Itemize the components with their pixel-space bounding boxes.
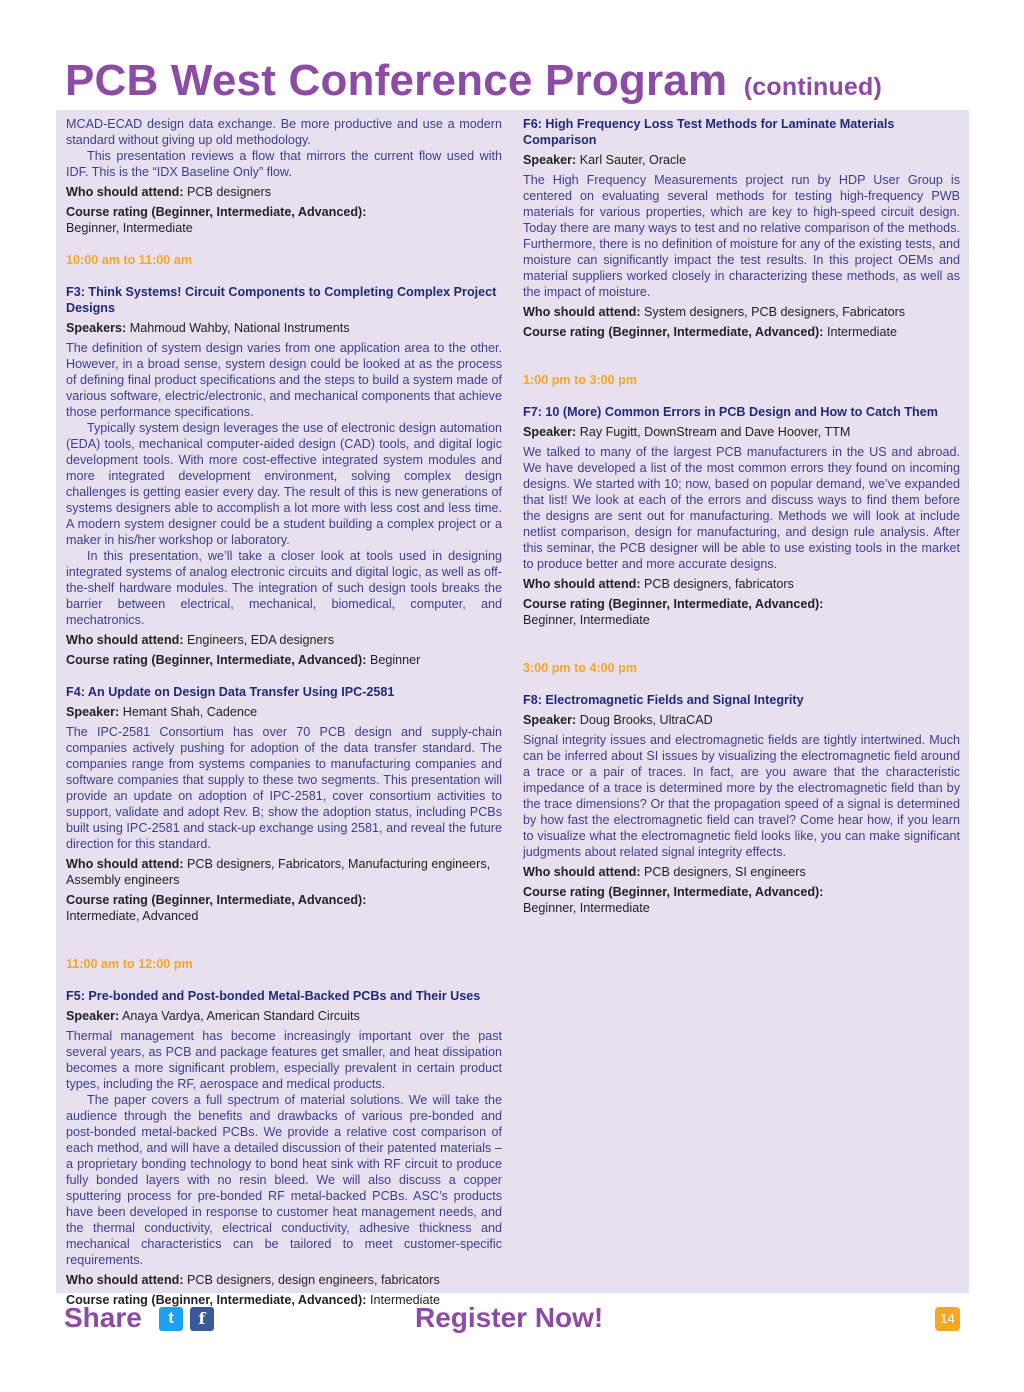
time-slot: 10:00 am to 11:00 am: [66, 253, 193, 267]
right-column: [523, 116, 960, 916]
session-description: Signal integrity issues and electromagnetic fields are tightly intertwined. Much can be inferred about SI issues by visualizing the electromagnetic field around a trace or a pair of traces. In fact, are you aware that the characteristic impedance of a trace is determined more by the electromagnetic field than by the trace dimensions? Or that the propagation speed of a signal is determined by how fast the electromagnetic field can travel? Come hear how, if you learn to visualize what the electromagnetic field looks like, you can make significant judgments about related signal integrity effects.: [523, 733, 960, 859]
session-title-f6: F6: High Frequency Loss Test Methods for Laminate Materials Comparison: [523, 117, 895, 147]
rating-line: Course rating (Beginner, Intermediate, Advanced): Intermediate, Advanced: [66, 893, 367, 923]
speaker-line: Speaker: Ray Fugitt, DownStream and Dave Hoover, TTM: [523, 425, 851, 439]
speaker-line: Speaker: Hemant Shah, Cadence: [66, 705, 258, 719]
intro-paragraph: This presentation reviews a flow that mirrors the current flow used with IDF. This is the “IDX Baseline Only” flow.: [66, 149, 502, 179]
attendee-line: Who should attend: System designers, PCB designers, Fabricators: [523, 305, 906, 319]
title-subtitle: (continued): [743, 73, 883, 101]
page-number: 14: [935, 1307, 960, 1331]
rating-line: Course rating (Beginner, Intermediate, Advanced): Beginner, Intermediate: [523, 597, 824, 627]
speaker-line: Speaker: Karl Sauter, Oracle: [523, 153, 687, 167]
rating-line: Course rating (Beginner, Intermediate, Advanced): Beginner, Intermediate: [66, 205, 367, 235]
page-title: [65, 56, 882, 106]
session-description: We talked to many of the largest PCB manufacturers in the US and abroad. We have developed a list of the most common errors they found on incoming designs. We started with 10; now, based on popular demand, we’ve expanded that list! We look at each of the errors and discuss ways to find them before the designs are sent out for manufacturing. Methods we will look at include netlist comparison, design for manufacturing, and design rule analysis. After this seminar, the PCB designer will be able to use existing tools in the market to produce better and more accurate designs.: [523, 445, 960, 571]
attendee-line: Who should attend: PCB designers, Fabricators, Manufacturing engineers, Assembly engineers: [66, 857, 491, 887]
time-slot: 1:00 pm to 3:00 pm: [523, 373, 638, 387]
register-now-link[interactable]: Register Now!: [415, 1302, 604, 1333]
rating-line: Course rating (Beginner, Intermediate, Advanced): Beginner, Intermediate: [523, 885, 824, 915]
attendee-line: Who should attend: PCB designers, design engineers, fabricators: [66, 1273, 440, 1287]
time-slot: 11:00 am to 12:00 pm: [66, 957, 193, 971]
facebook-icon[interactable]: f: [190, 1307, 214, 1331]
attendee-line: Who should attend: PCB designers, SI engineers: [523, 865, 806, 879]
session-description: The IPC-2581 Consortium has over 70 PCB design and supply-chain companies actively pushing for adoption of the data transfer standard. The companies range from systems companies to manufacturing companies and software companies that supply to these two segments. This presentation will provide an update on adoption of IPC-2581, cover consortium activities to support, validate and adopt Rev. B; show the adoption status, including PCBs built using IPC-2581 and stack-up exchange using 2581, and reveal the future direction for this standard.: [66, 725, 502, 851]
attendee-line: Who should attend: Engineers, EDA designers: [66, 633, 335, 647]
rating-line: Course rating (Beginner, Intermediate, Advanced): Intermediate: [523, 325, 897, 339]
speaker-line: Speakers: Mahmoud Wahby, National Instruments: [66, 321, 350, 335]
speaker-line: Speaker: Doug Brooks, UltraCAD: [523, 713, 713, 727]
twitter-icon[interactable]: t: [159, 1307, 183, 1331]
session-description: Thermal management has become increasingly important over the past several years, as PCB and package features get smaller, and heat dissipation becomes a more significant problem, especially prevalent in certain product types, including the RF, aerospace and medical products.: [66, 1029, 502, 1091]
session-description: The paper covers a full spectrum of material solutions. We will take the audience through the benefits and drawbacks of various pre-bonded and post-bonded metal-backed PCBs. We provide a relative cost comparison of each method, and will have a detailed discussion of their patented materials – a proprietary bonding technology to bond heat sink with RF circuit to produce fully bonded layers with no resin bleed. We will also discuss a copper sputtering process for pre-bonded RF metal-backed PCBs. ASC’s products have been developed in response to customer heat management needs, and the thermal conductivity, electrical conductivity, adhesive thickness and mechanical characteristics can be tailored to meet customer-specific requirements.: [66, 1093, 502, 1267]
session-description: The High Frequency Measurements project run by HDP User Group is centered on evaluating several methods for testing high-frequency PWB materials for various properties, which are key to high-speed circuit design. Today there are many ways to test and no relative comparison of the methods. Furthermore, there is no definition of moisture for any of the existing tests, and moisture can significantly impact the test results. In this project OEMs and material suppliers worked closely in characterizing these methods, as well as the impact of moisture.: [523, 173, 960, 299]
share-label: Share: [64, 1302, 142, 1333]
rating-line: Course rating (Beginner, Intermediate, Advanced): Intermediate: [66, 1293, 440, 1307]
left-column: [66, 116, 502, 1308]
session-description: Typically system design leverages the use of electronic design automation (EDA) tools, mechanical computer-aided design (CAD) tools, and digital logic development tools. With more cost-effective integrated system modules and more integrated development environment, solving complex design challenges is getting easier every day. The result of this is new generations of systems designers able to accomplish a lot more with less cost and less time. A modern system designer could be a student building a complex project or a maker in his/her workshop or laboratory.: [66, 421, 502, 547]
session-title-f8: F8: Electromagnetic Fields and Signal Integrity: [523, 693, 804, 707]
title-main: PCB West Conference Program: [65, 56, 728, 105]
session-description: In this presentation, we’ll take a closer look at tools used in designing integrated systems of analog electronic circuits and digital logic, as well as off-the-shelf hardware modules. The integration of such design tools breaks the barrier between electrical, mechanical, biomedical, computer, and mechatronics.: [66, 549, 502, 627]
session-title-f4: F4: An Update on Design Data Transfer Using IPC-2581: [66, 685, 395, 699]
attendee-line: Who should attend: PCB designers: [66, 185, 272, 199]
session-title-f3: F3: Think Systems! Circuit Components to Completing Complex Project Designs: [66, 285, 497, 315]
attendee-line: Who should attend: PCB designers, fabricators: [523, 577, 794, 591]
session-title-f7: F7: 10 (More) Common Errors in PCB Design and How to Catch Them: [523, 405, 938, 419]
rating-line: Course rating (Beginner, Intermediate, Advanced): Beginner: [66, 653, 421, 667]
session-title-f5: F5: Pre-bonded and Post-bonded Metal-Backed PCBs and Their Uses: [66, 989, 481, 1003]
speaker-line: Speaker: Anaya Vardya, American Standard Circuits: [66, 1009, 360, 1023]
session-description: The definition of system design varies from one application area to the other. However, in a broad sense, system design could be looked at as the process of defining final product specifications and the steps to build a system made of various software, electric/electronic, and mechanical components that achieve those performance specifications.: [66, 341, 502, 419]
intro-paragraph: MCAD-ECAD design data exchange. Be more productive and use a modern standard without giving up old methodology.: [66, 117, 502, 147]
time-slot: 3:00 pm to 4:00 pm: [523, 661, 638, 675]
